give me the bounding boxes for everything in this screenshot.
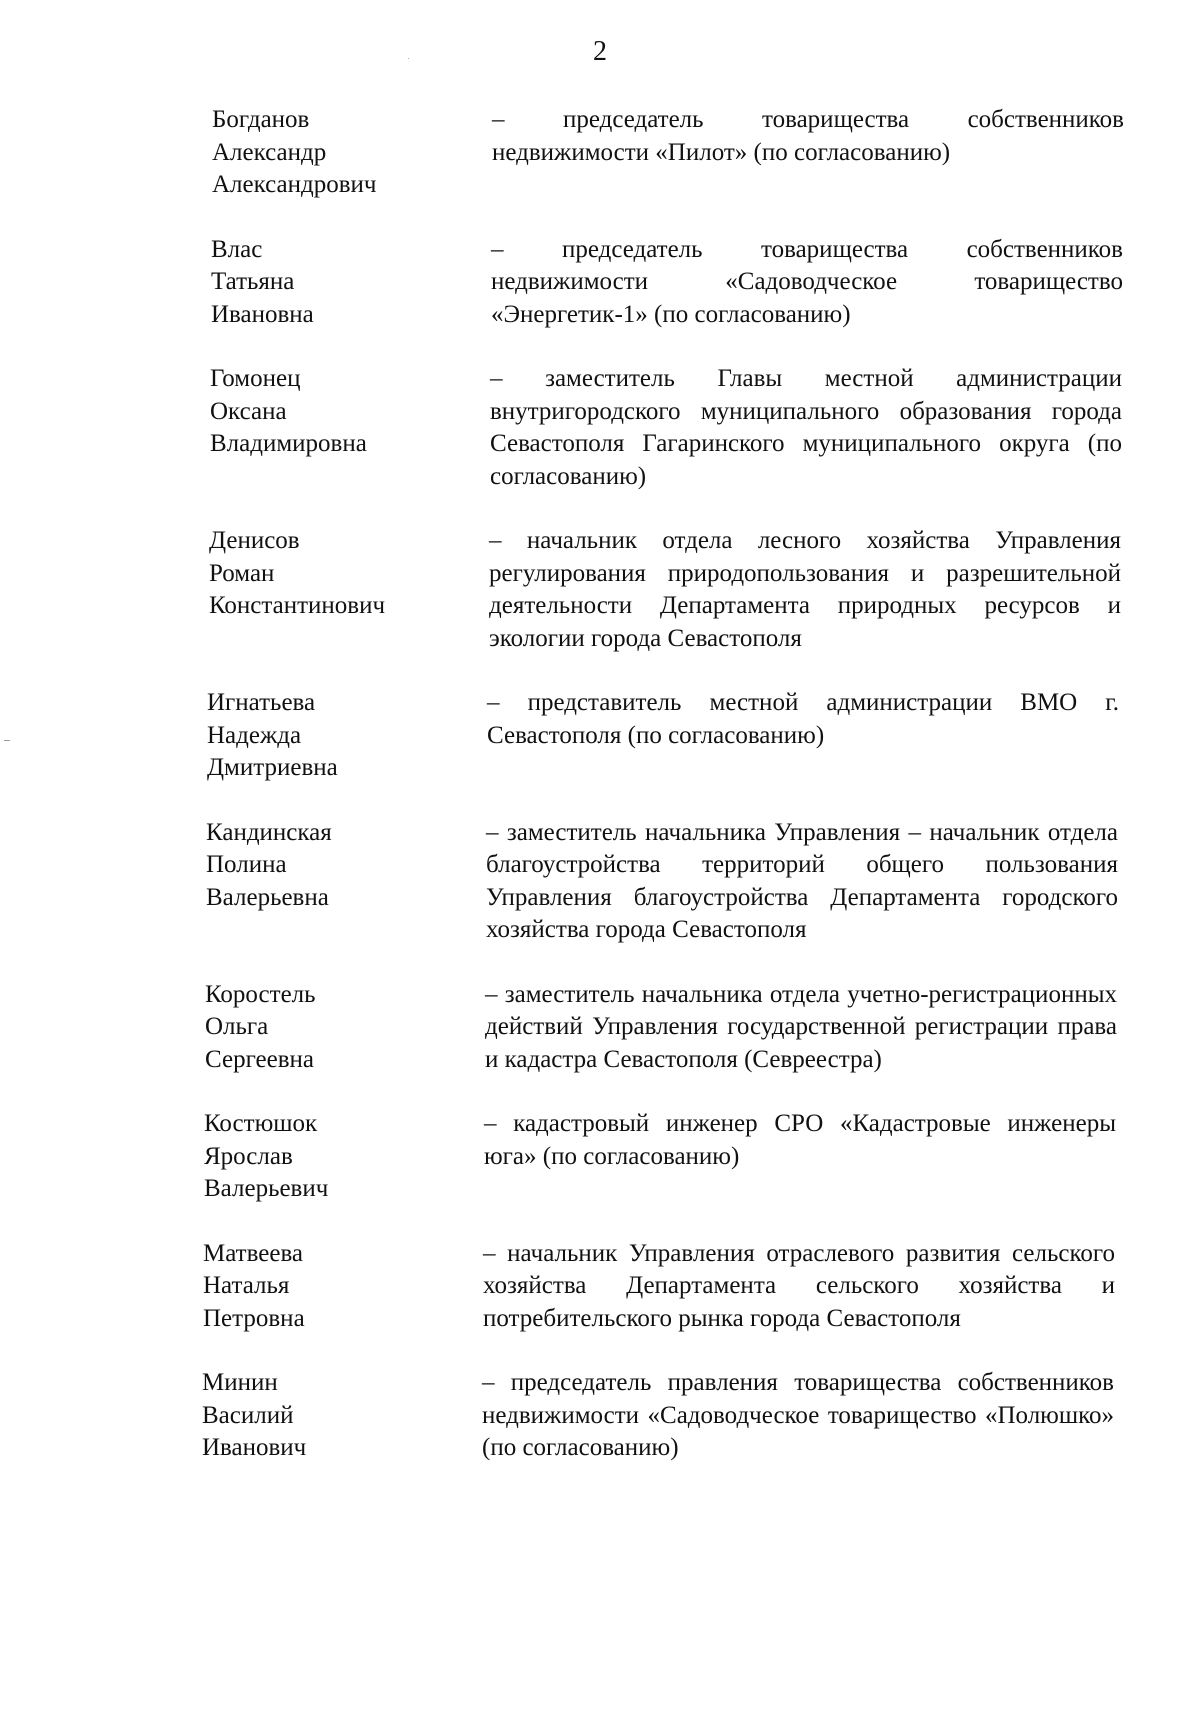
member-role: – председатель товарищества собственников недвижимости «Садоводческое товарищество «Энергетик-1» (по согласованию) bbox=[491, 235, 1123, 328]
patronymic: Александрович bbox=[212, 171, 377, 198]
member-role: – начальник отдела лесного хозяйства Управления регулирования природопользования и разрешительной деятельности Департамента природных ресурсов и экологии города Севастополя bbox=[489, 527, 1121, 652]
surname: Богданов bbox=[212, 106, 310, 133]
member-list bbox=[0, 104, 1200, 1465]
member-entry bbox=[211, 234, 1123, 332]
first-name: Татьяна bbox=[211, 268, 295, 295]
patronymic: Валерьевич bbox=[204, 1175, 329, 1202]
member-name bbox=[210, 363, 490, 461]
member-entry bbox=[207, 687, 1119, 785]
patronymic: Дмитриевна bbox=[207, 754, 338, 781]
member-name bbox=[212, 104, 492, 202]
member-entry bbox=[203, 1238, 1115, 1336]
member-entry bbox=[210, 363, 1122, 493]
member-role: – заместитель начальника отдела учетно-регистрационных действий Управления государственной регистрации права и кадастра Севастополя (Севреестра) bbox=[485, 980, 1117, 1073]
first-name: Роман bbox=[209, 559, 275, 587]
member-role: – председатель правления товарищества собственников недвижимости «Садоводческое товарищество «Полюшко» (по согласованию) bbox=[482, 1369, 1114, 1461]
member-name bbox=[205, 979, 485, 1077]
patronymic: Иванович bbox=[202, 1434, 307, 1461]
first-name: Полина bbox=[206, 851, 287, 878]
first-name: Василий bbox=[202, 1401, 294, 1429]
surname: Минин bbox=[202, 1369, 278, 1396]
member-entry bbox=[204, 1108, 1116, 1206]
member-name bbox=[207, 687, 487, 785]
surname: Кандинская bbox=[206, 818, 332, 846]
page-number: 2 bbox=[593, 36, 607, 67]
patronymic: Константинович bbox=[209, 592, 386, 619]
member-role: – заместитель начальника Управления – начальник отдела благоустройства территорий общего пользования Управления благоустройства Департамента городского хозяйства города Севастополя bbox=[486, 818, 1118, 943]
patronymic: Владимировна bbox=[210, 430, 367, 457]
patronymic: Петровна bbox=[203, 1304, 305, 1332]
member-role: – кадастровый инженер СРО «Кадастровые инженеры юга» (по согласованию) bbox=[484, 1110, 1116, 1170]
surname: Влас bbox=[211, 235, 263, 263]
surname: Денисов bbox=[209, 527, 300, 554]
member-entry bbox=[212, 104, 1124, 202]
first-name: Ольга bbox=[205, 1013, 269, 1040]
surname: Матвеева bbox=[203, 1239, 304, 1267]
first-name: Александр bbox=[212, 138, 327, 166]
first-name: Наталья bbox=[203, 1272, 290, 1299]
member-name bbox=[202, 1367, 482, 1465]
patronymic: Валерьевна bbox=[206, 883, 329, 911]
surname: Коростель bbox=[205, 980, 316, 1008]
member-role: – представитель местной администрации ВМО г. Севастополя (по согласованию) bbox=[487, 689, 1119, 749]
surname: Костюшок bbox=[204, 1110, 318, 1137]
member-entry bbox=[209, 525, 1121, 655]
member-entry bbox=[206, 817, 1118, 947]
surname: Гомонец bbox=[210, 365, 301, 392]
member-name bbox=[204, 1108, 484, 1206]
member-name bbox=[209, 525, 489, 623]
surname: Игнатьева bbox=[207, 689, 316, 716]
first-name: Ярослав bbox=[204, 1142, 293, 1170]
first-name: Надежда bbox=[207, 721, 302, 749]
member-name bbox=[203, 1238, 483, 1336]
member-role: – начальник Управления отраслевого развития сельского хозяйства Департамента сельского хозяйства и потребительского рынка города Севастополя bbox=[483, 1239, 1115, 1332]
patronymic: Ивановна bbox=[211, 300, 314, 328]
first-name: Оксана bbox=[210, 397, 287, 425]
member-role: – заместитель Главы местной администрации внутригородского муниципального образования города Севастополя Гагаринского муниципального округа (по согласованию) bbox=[490, 365, 1122, 490]
member-entry bbox=[205, 979, 1117, 1077]
member-name bbox=[211, 234, 491, 332]
member-name bbox=[206, 817, 486, 915]
member-role: – председатель товарищества собственников недвижимости «Пилот» (по согласованию) bbox=[492, 106, 1124, 166]
patronymic: Сергеевна bbox=[205, 1045, 314, 1073]
member-entry bbox=[202, 1367, 1114, 1465]
